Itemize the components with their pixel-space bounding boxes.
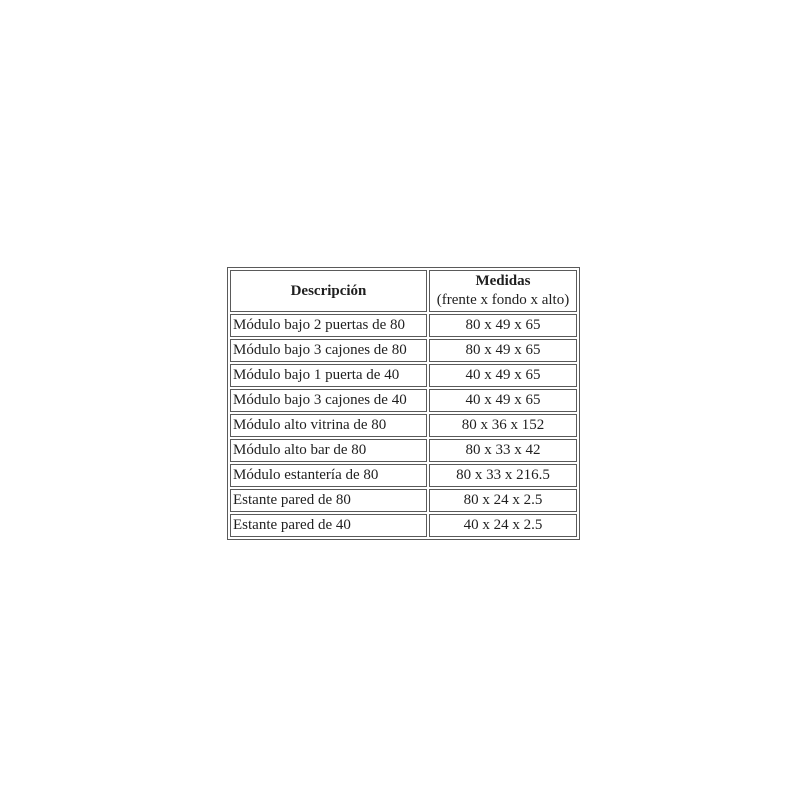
- table-row: [230, 514, 577, 537]
- table-header: [230, 270, 577, 312]
- description-cell: Módulo bajo 1 puerta de 40: [230, 364, 427, 387]
- measures-cell: 80 x 36 x 152: [429, 414, 577, 437]
- measures-cell: 80 x 49 x 65: [429, 339, 577, 362]
- table-row: [230, 414, 577, 437]
- measurements-table: [227, 267, 580, 540]
- description-cell: Módulo estantería de 80: [230, 464, 427, 487]
- description-cell: Módulo alto vitrina de 80: [230, 414, 427, 437]
- description-cell: Estante pared de 40: [230, 514, 427, 537]
- table-row: [230, 439, 577, 462]
- table-body: [230, 314, 577, 537]
- header-descripcion: Descripción: [230, 270, 427, 312]
- description-cell: Módulo bajo 2 puertas de 80: [230, 314, 427, 337]
- measures-cell: 40 x 49 x 65: [429, 389, 577, 412]
- measures-cell: 80 x 33 x 216.5: [429, 464, 577, 487]
- header-row: [230, 270, 577, 312]
- header-medidas-title: Medidas: [475, 273, 531, 289]
- description-cell: Módulo bajo 3 cajones de 40: [230, 389, 427, 412]
- measures-cell: 80 x 33 x 42: [429, 439, 577, 462]
- measures-cell: 80 x 24 x 2.5: [429, 489, 577, 512]
- table-row: [230, 489, 577, 512]
- description-cell: Estante pared de 80: [230, 489, 427, 512]
- table-row: [230, 464, 577, 487]
- measures-cell: 40 x 49 x 65: [429, 364, 577, 387]
- measures-cell: 40 x 24 x 2.5: [429, 514, 577, 537]
- header-medidas: [429, 270, 577, 312]
- table-row: [230, 314, 577, 337]
- header-medidas-subtitle: (frente x fondo x alto): [436, 292, 570, 308]
- measures-cell: 80 x 49 x 65: [429, 314, 577, 337]
- table-row: [230, 339, 577, 362]
- description-cell: Módulo alto bar de 80: [230, 439, 427, 462]
- table-row: [230, 364, 577, 387]
- description-cell: Módulo bajo 3 cajones de 80: [230, 339, 427, 362]
- table-row: [230, 389, 577, 412]
